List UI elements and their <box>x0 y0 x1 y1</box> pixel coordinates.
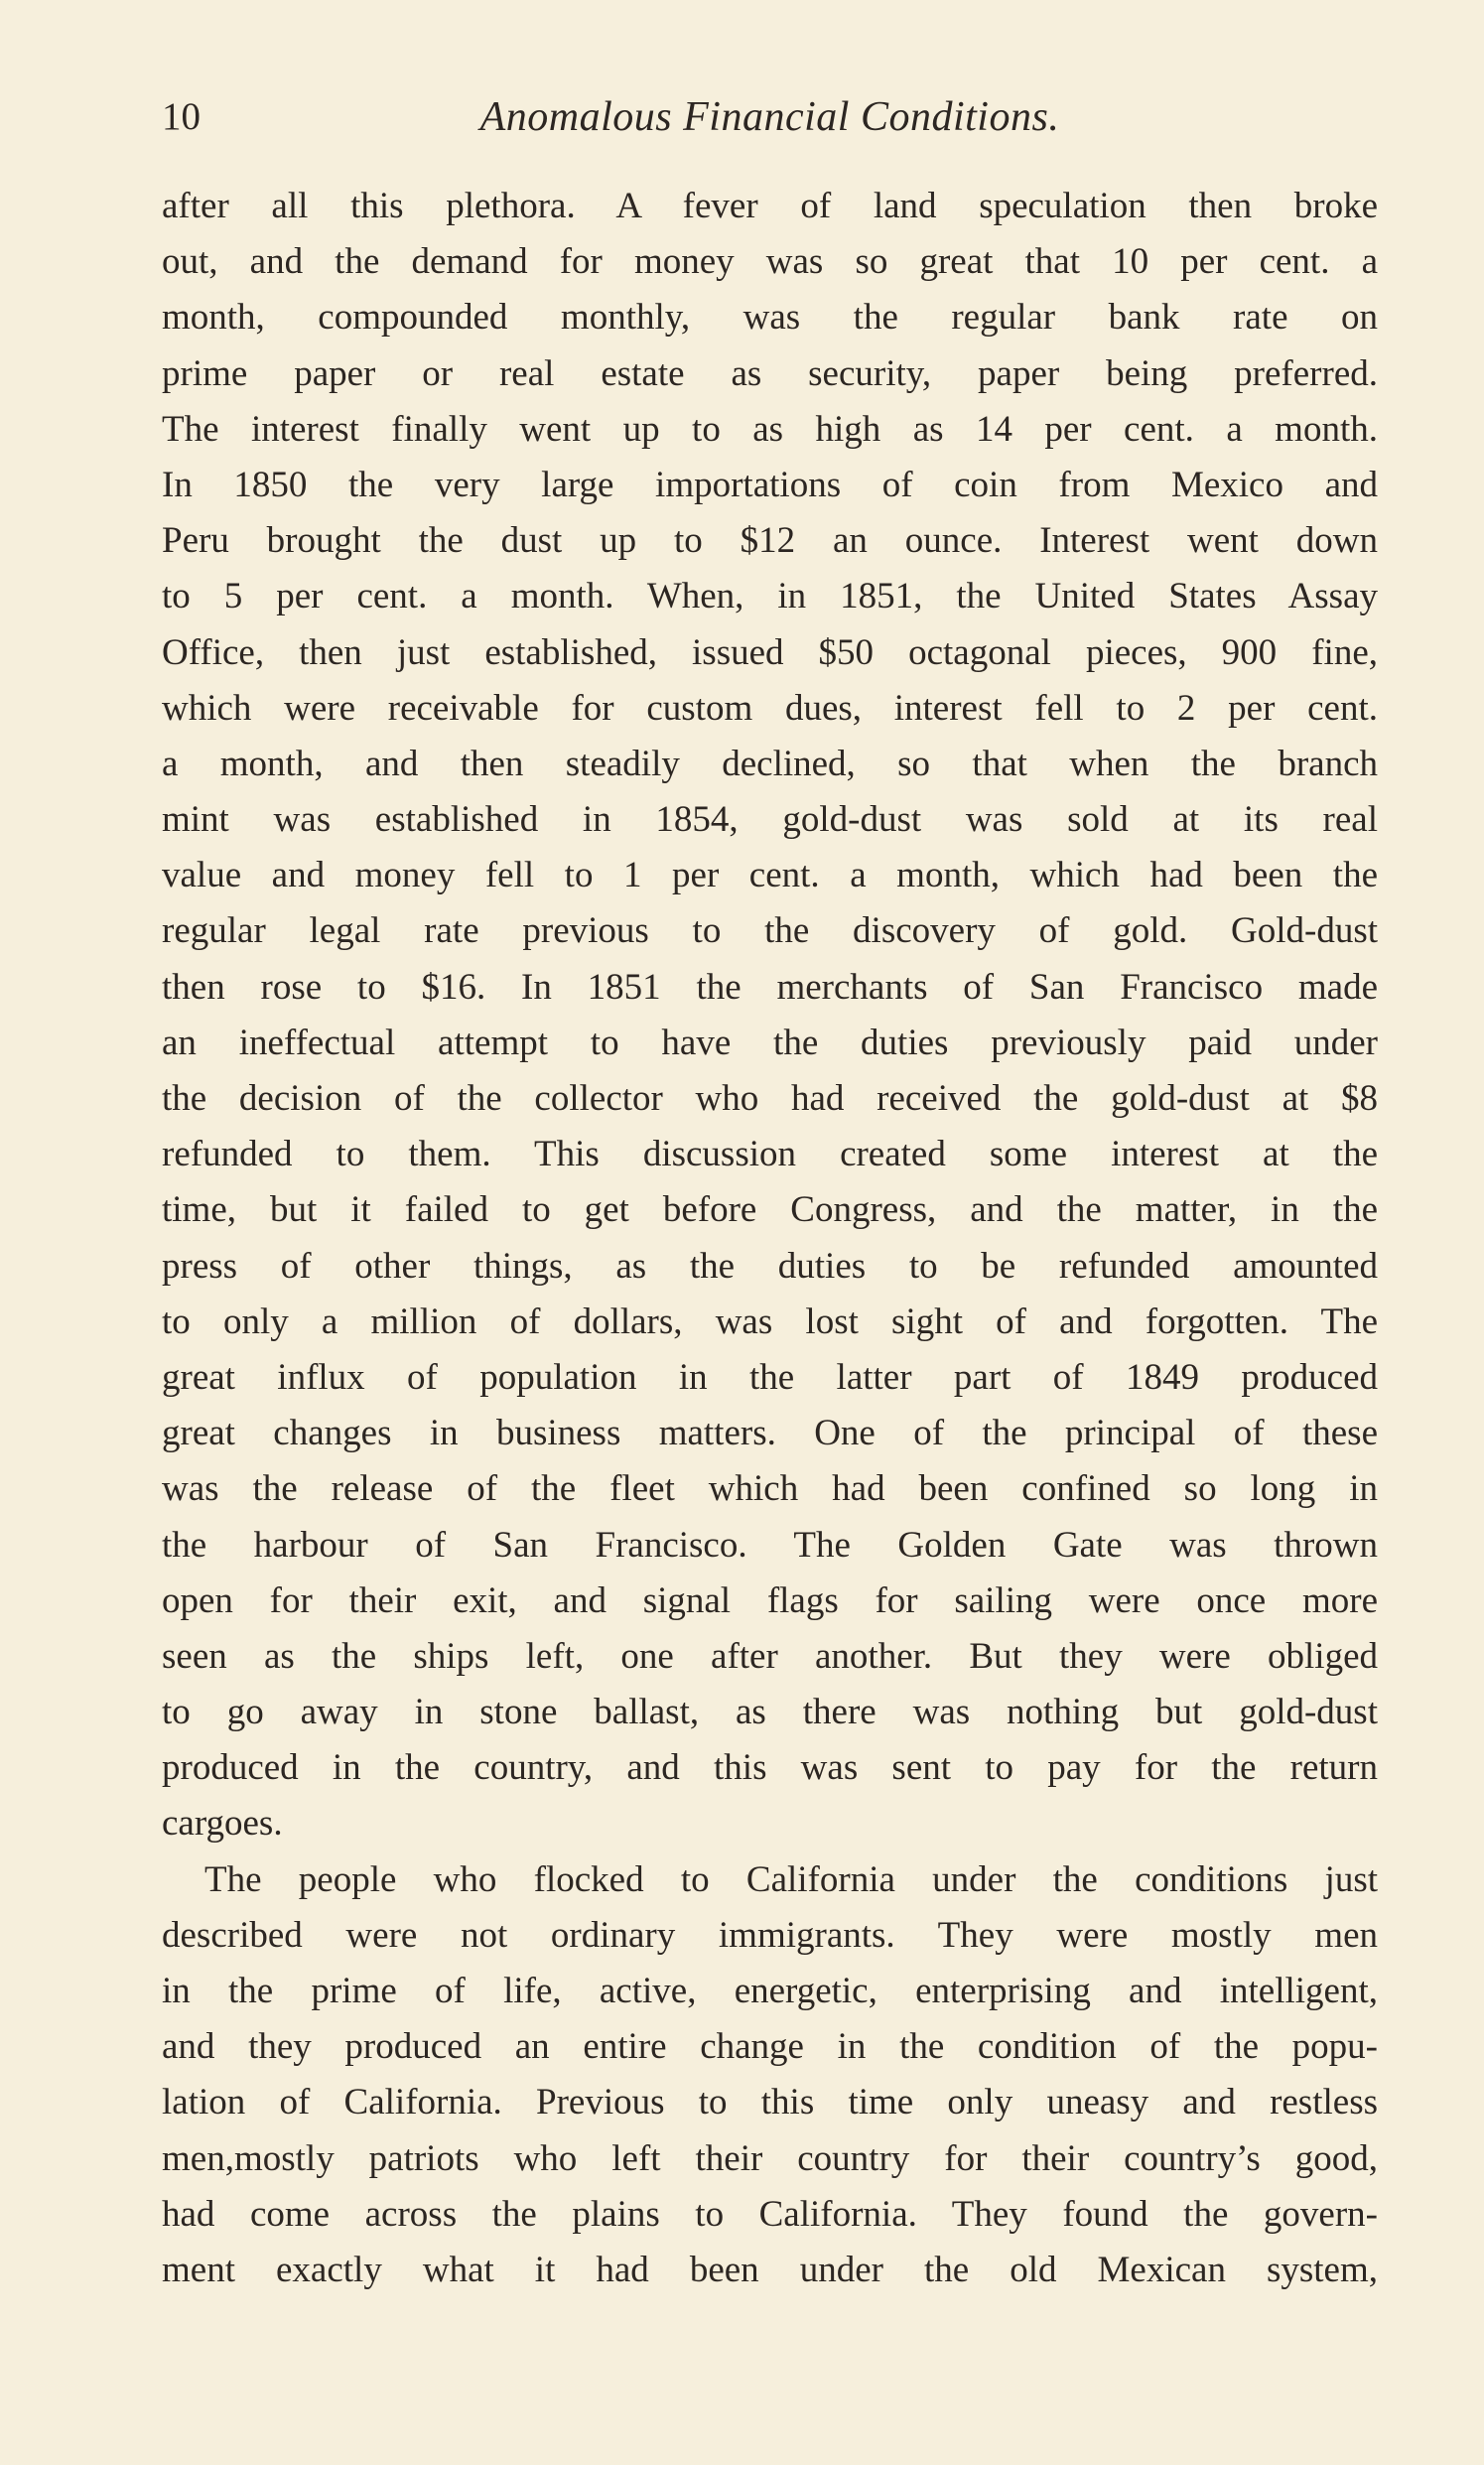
text-line: after all this plethora. A fever of land speculation then broke <box>162 186 1378 226</box>
text-line: lation of California. Previous to this time only uneasy and restless <box>162 2082 1378 2123</box>
text-line: to 5 per cent. a month. When, in 1851, the United States Assay <box>162 576 1378 617</box>
text-line: Office, then just established, issued $50 octagonal pieces, 900 fine, <box>162 631 1378 673</box>
text-line: which were receivable for custom dues, interest fell to 2 per cent. <box>162 687 1378 729</box>
text-line: seen as the ships left, one after another. But they were obliged <box>162 1635 1378 1677</box>
text-line: In 1850 the very large importations of coin from Mexico and <box>162 464 1378 505</box>
text-line: an ineffectual attempt to have the duties previously paid under <box>162 1022 1378 1063</box>
text-line: out, and the demand for money was so great that 10 per cent. a <box>162 241 1378 283</box>
text-line: to only a million of dollars, was lost sight of and forgotten. The <box>162 1301 1378 1342</box>
text-line: had come across the plains to California. They found the govern- <box>162 2193 1378 2235</box>
text-line: refunded to them. This discussion created some interest at the <box>162 1134 1378 1175</box>
text-line: press of other things, as the duties to be refunded amounted <box>162 1245 1378 1287</box>
text-line: mint was established in 1854, gold-dust was sold at its real <box>162 799 1378 841</box>
text-line: The people who flocked to California under the conditions just <box>204 1858 1378 1900</box>
running-title: Anomalous Financial Conditions. <box>479 94 1060 140</box>
text-line: The interest finally went up to as high as 14 per cent. a month. <box>162 408 1378 450</box>
text-line: the decision of the collector who had received the gold-dust at $8 <box>162 1078 1378 1119</box>
text-line: the harbour of San Francisco. The Golden Gate was thrown <box>162 1524 1378 1566</box>
text-line: produced in the country, and this was sent to pay for the return <box>162 1747 1378 1789</box>
text-line: time, but it failed to get before Congress, and the matter, in the <box>162 1189 1378 1231</box>
body-text <box>162 179 1378 2298</box>
paragraph-1 <box>162 179 1378 1852</box>
text-line: described were not ordinary immigrants. They were mostly men <box>162 1914 1378 1956</box>
page-header <box>162 87 1378 147</box>
text-line: month, compounded monthly, was the regular bank rate on <box>162 297 1378 339</box>
text-line: men,mostly patriots who left their country for their country’s good, <box>162 2137 1378 2179</box>
text-line: ment exactly what it had been under the old Mexican system, <box>162 2249 1378 2290</box>
text-line: Peru brought the dust up to $12 an ounce. Interest went down <box>162 520 1378 562</box>
text-line: in the prime of life, active, energetic, enterprising and intelligent, <box>162 1971 1378 2011</box>
text-line: and they produced an entire change in the condition of the popu- <box>162 2026 1378 2068</box>
text-line: great changes in business matters. One of the principal of these <box>162 1413 1378 1454</box>
text-line: a month, and then steadily declined, so that when the branch <box>162 743 1378 784</box>
text-line: prime paper or real estate as security, paper being preferred. <box>162 352 1378 394</box>
text-line: cargoes. <box>162 1803 283 1845</box>
text-line: then rose to $16. In 1851 the merchants of San Francisco made <box>162 966 1378 1008</box>
text-line: great influx of population in the latter part of 1849 produced <box>162 1356 1378 1398</box>
text-line: value and money fell to 1 per cent. a month, which had been the <box>162 855 1378 896</box>
text-line: was the release of the fleet which had been confined so long in <box>162 1468 1378 1510</box>
text-line: to go away in stone ballast, as there was nothing but gold-dust <box>162 1692 1378 1733</box>
page-number: 10 <box>162 95 201 138</box>
paragraph-2 <box>162 1852 1378 2299</box>
text-line: open for their exit, and signal flags for sailing were once more <box>162 1579 1378 1621</box>
text-line: regular legal rate previous to the discovery of gold. Gold-dust <box>162 910 1378 952</box>
